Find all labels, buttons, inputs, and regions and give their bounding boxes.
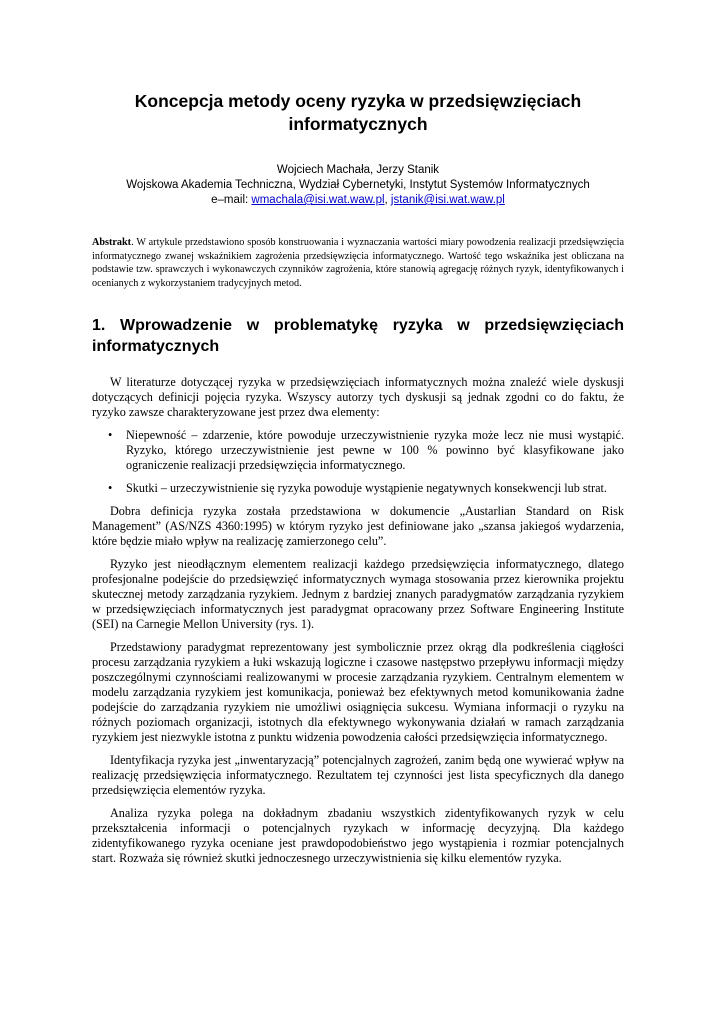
bullet-icon: • [108, 428, 113, 443]
list-item-text: Skutki – urzeczywistnienie się ryzyka powoduje wystąpienie negatywnych konsekwencji lub strat. [126, 481, 607, 496]
bullet-icon: • [108, 481, 113, 496]
paragraph: Analiza ryzyka polega na dokładnym zbadaniu wszystkich zidentyfikowanych ryzyk w celu przekształcenia informacji o potencjalnych ryzykach w informację decyzyjną. Dla każdego zidentyfikowanego ryzyka oceniane jest prawdopodobieństwo jego wystąpienia i rozmiar potencjalnych start. Rozważa się również skutki jednoczesnego urzeczywistnienia się kilku elementów ryzyka. [92, 806, 624, 866]
author-block [92, 163, 624, 208]
paper-page [92, 90, 624, 874]
email-link-machala[interactable]: wmachala@isi.wat.waw.pl [251, 194, 385, 206]
abstract-label: Abstrakt [92, 237, 132, 248]
email-line [92, 193, 624, 208]
paragraph: Ryzyko jest nieodłącznym elementem realizacji każdego przedsięwzięcia informatycznego, dlatego profesjonalne podejście do przedsięwzięć informatycznych wymaga stosowania przez kierownika projektu skutecznej metody zarządzania ryzykiem. Jednym z bardziej znanych paradygmatów zarządzania ryzykiem w przedsięwzięciach informatycznych jest paradygmat opracowany przez Software Engineering Institute (SEI) na Carnegie Mellon University (rys. 1). [92, 557, 624, 632]
email-separator: , [384, 194, 391, 206]
paragraph: Przedstawiony paradygmat reprezentowany jest symbolicznie przez okrąg dla podkreślenia ciągłości procesu zarządzania ryzykiem a łuki wskazują logiczne i czasowe następstwo przepływu informacji między poszczególnymi czynnościami realizowanymi w procesie zarządzania ryzykiem. Centralnym elementem w modelu zarządzania ryzykiem jest komunikacja, ponieważ bez efektywnych metod komunikowania żadne podejście do zarządzania ryzykiem nie umożliwi osiągnięcia sukcesu. Wymiana informacji o ryzyku na różnych poziomach organizacji, istotnych dla efektywnego wykonywania działań w ramach zarządzania ryzykiem jest niezwykle istotna z punktu widzenia powodzenia całości przedsięwzięcia informatycznego. [92, 640, 624, 745]
abstract-text: . W artykule przedstawiono sposób konstruowania i wyznaczania wartości miary powodzenia realizacji przedsięwzięcia informatycznego zwanej wskaźnikiem zagrożenia przedsięwzięcia informatycznego. Wartość tego wskaźnika jest obliczana na podstawie tzw. sprawczych i wykonawczych czynników zagrożenia, które stanowią agregację różnych ryzyk, identyfikowanych i ocenianych z wykorzystaniem tradycyjnych metod. [92, 237, 624, 289]
paragraph: Identyfikacja ryzyka jest „inwentaryzacją” potencjalnych zagrożeń, zanim będą one wywierać wpływ na realizację przedsięwzięcia informatycznego. Rezultatem tej czynności jest lista specyficznych dla danego przedsięwzięcia elementów ryzyka. [92, 753, 624, 798]
list-item-text: Niepewność – zdarzenie, które powoduje urzeczywistnienie ryzyka może lecz nie musi wystąpić. Ryzyko, którego urzeczywistnienie jest pewne w 100 % powinno być klasyfikowane jako ograniczenie realizacji przedsięwzięcia informatycznego. [126, 428, 624, 473]
abstract [92, 236, 624, 290]
email-link-stanik[interactable]: jstanik@isi.wat.waw.pl [390, 194, 505, 206]
paragraph: Dobra definicja ryzyka została przedstawiona w dokumencie „Austarlian Standard on Risk Management” (AS/NZS 4360:1995) w którym ryzyko jest definiowane jako „szansa jakiegoś wydarzenia, które będzie miało wpływ na realizację zamierzonego celu”. [92, 504, 624, 549]
paragraph: W literaturze dotyczącej ryzyka w przedsięwzięciach informatycznych można znaleźć wiele dyskusji dotyczących definicji pojęcia ryzyka. Wszyscy autorzy tych dyskusji są jednak zgodni co do faktu, że ryzyko zawsze charakteryzowane jest przez dwa elementy: [92, 375, 624, 420]
section-body [92, 375, 624, 866]
affiliation: Wojskowa Akademia Techniczna, Wydział Cybernetyki, Instytut Systemów Informatycznych [126, 179, 590, 191]
list-item [92, 428, 624, 473]
paper-title: Koncepcja metody oceny ryzyka w przedsięwzięciach informatycznych [134, 91, 582, 134]
author-names: Wojciech Machała, Jerzy Stanik [276, 164, 440, 176]
section-heading: 1. Wprowadzenie w problematykę ryzyka w przedsięwzięciach informatycznych [92, 317, 624, 356]
bullet-list [92, 428, 624, 496]
email-prefix: e–mail: [211, 194, 252, 206]
list-item [92, 481, 624, 496]
